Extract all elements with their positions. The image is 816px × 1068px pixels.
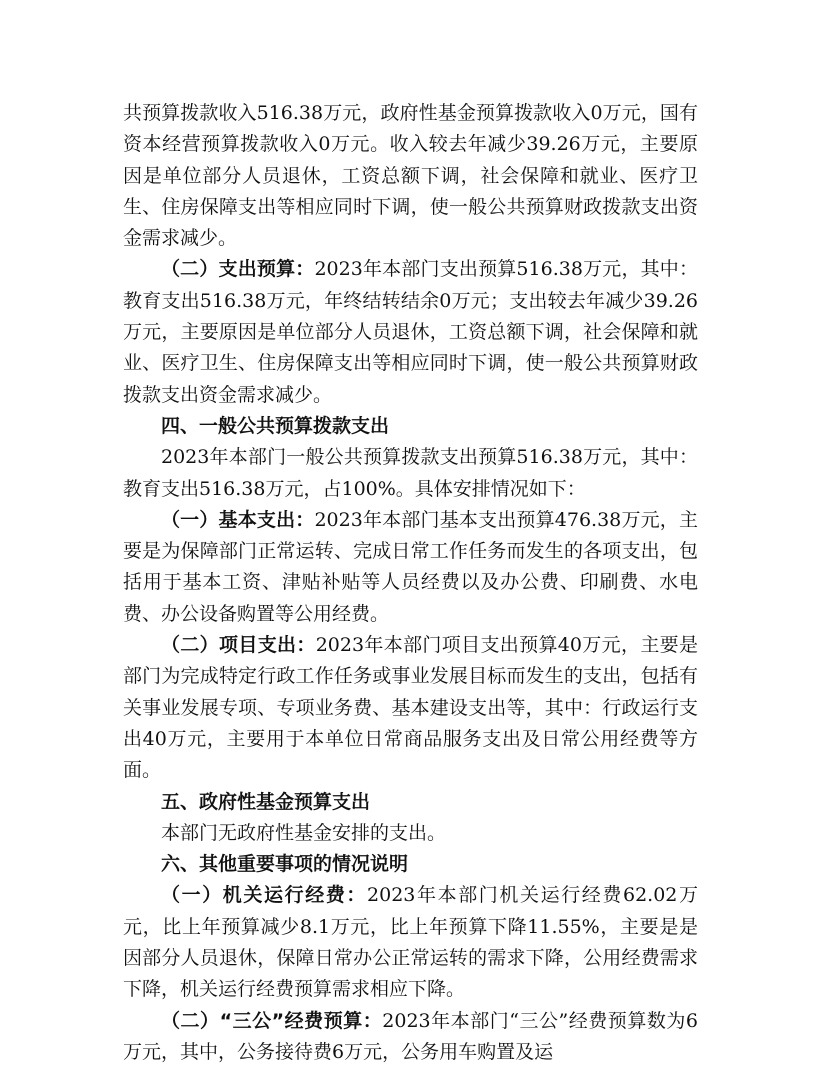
paragraph-text: 2023年本部门“三公”经费预算数为6万元，其中，公务接待费6万元，公务用车购置及运 [123, 1009, 698, 1063]
paragraph-text: 本部门无政府性基金安排的支出。 [161, 821, 447, 844]
paragraph-text: 共预算拨款收入516.38万元，政府性基金预算拨款收入0万元，国有资本经营预算拨款收入0万元。收入较去年减少39.26万元，主要原因是单位部分人员退休，工资总额下调，社会保障和就业、医疗卫生、住房保障支出等相应同时下调，使一般公共预算财政拨款支出资金需求减少。 [123, 102, 698, 250]
paragraph-lead: （二）“三公”经费预算： [161, 1009, 383, 1032]
paragraph-text: 2023年本部门项目支出预算40万元，主要是部门为完成特定行政工作任务或事业发展目标而发生的支出，包括有关事业发展专项、专项业务费、基本建设支出等，其中：行政运行支出40万元，主要用于本单位日常商品服务支出及日常公用经费等方面。 [123, 634, 698, 782]
paragraph-expenditure-budget [123, 254, 698, 410]
paragraph-lead: （二）支出预算： [161, 258, 315, 281]
section-heading-6: 六、其他重要事项的情况说明 [161, 853, 409, 876]
paragraph-project-expenditure [123, 630, 698, 786]
paragraph-text: 2023年本部门一般公共预算拨款支出预算516.38万元，其中：教育支出516.38万元，占100%。具体安排情况如下： [123, 446, 698, 500]
paragraph-text: 2023年本部门基本支出预算476.38万元，主要是为保障部门正常运转、完成日常工作任务而发生的各项支出，包括用于基本工资、津贴补贴等人员经费以及办公费、印刷费、水电费、办公设备购置等公用经费。 [123, 508, 698, 625]
paragraph-income-continued [123, 98, 698, 254]
section-heading-5: 五、政府性基金预算支出 [161, 790, 371, 813]
paragraph-fund-budget [123, 818, 698, 849]
paragraph-lead: （二）项目支出： [161, 634, 316, 657]
paragraph-text: 2023年本部门机关运行经费62.02万元，比上年预算减少8.1万元，比上年预算下降11.55%，主要是是因部分人员退休，保障日常办公正常运转的需求下降，公用经费需求下降，机关运行经费预算需求相应下降。 [123, 884, 698, 1001]
section-heading-4: 四、一般公共预算拨款支出 [161, 414, 390, 437]
paragraph-basic-expenditure [123, 505, 698, 630]
paragraph-text: 2023年本部门支出预算516.38万元，其中：教育支出516.38万元，年终结转结余0万元；支出较去年减少39.26万元，主要原因是单位部分人员退休，工资总额下调，社会保障和就业、医疗卫生、住房保障支出等相应同时下调，使一般公共预算财政拨款支出资金需求减少。 [123, 258, 698, 406]
paragraph-lead: （一）机关运行经费： [161, 884, 368, 907]
document-page [123, 98, 698, 1068]
paragraph-general-budget [123, 442, 698, 505]
paragraph-lead: （一）基本支出： [161, 508, 315, 531]
paragraph-operating-costs [123, 880, 698, 1005]
paragraph-three-public-funds [123, 1006, 698, 1068]
